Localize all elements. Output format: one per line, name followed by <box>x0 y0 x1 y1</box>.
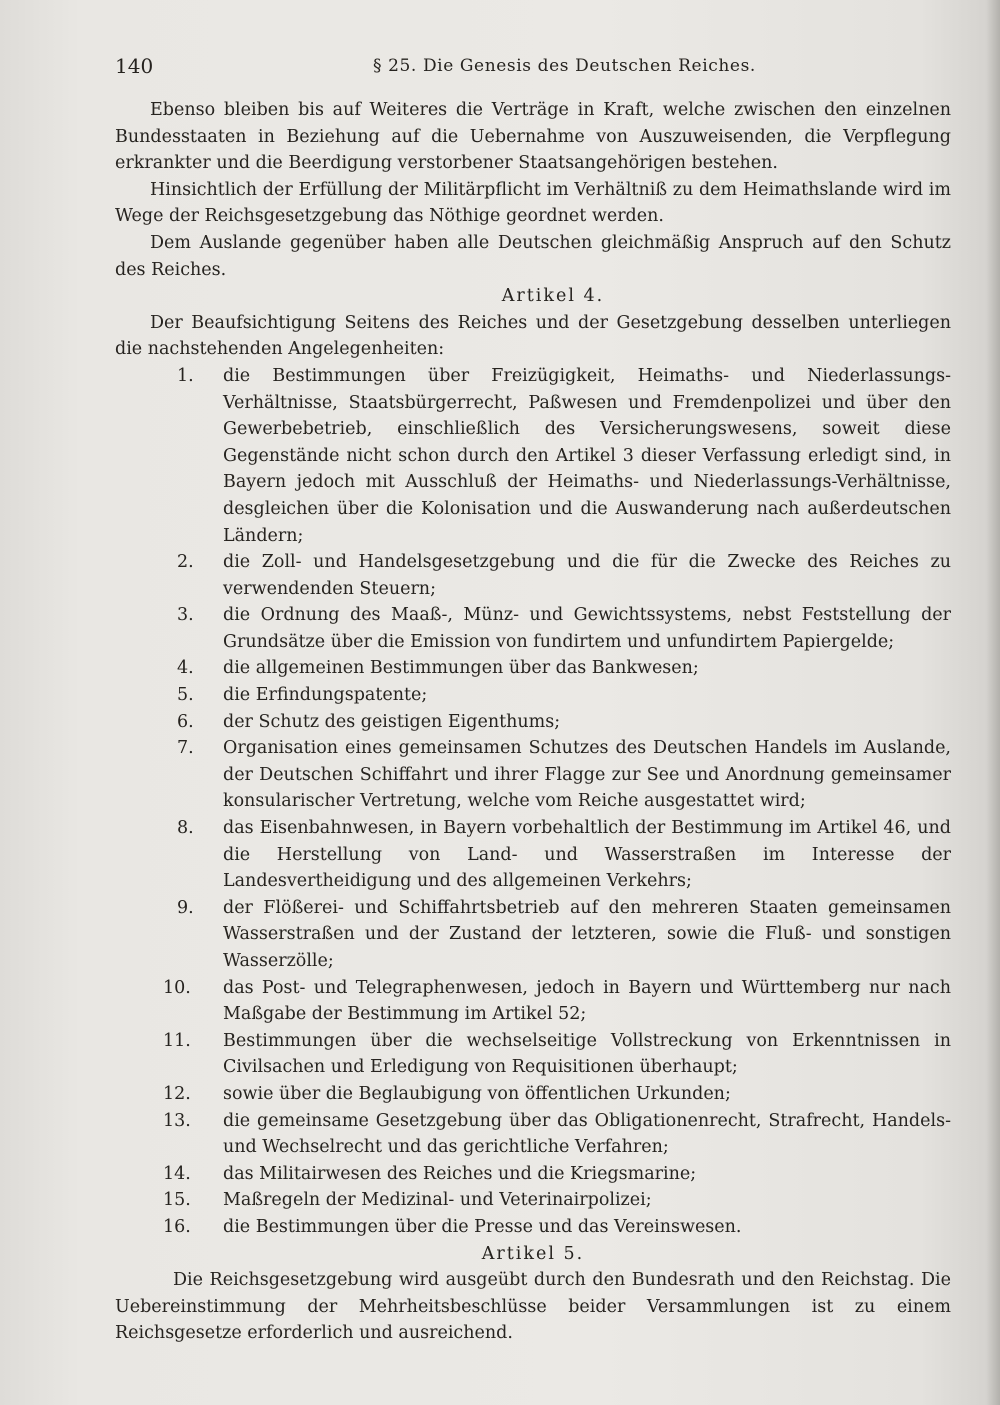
item-number: 5. <box>177 685 194 706</box>
item-text: Maßregeln der Medizinal- und Veterinairpolizei; <box>223 1190 652 1211</box>
item-text: Bestimmungen über die wechselseitige Vollstreckung von Erkenntnissen in Civilsachen und Erledigung von Requisitionen überhaupt; <box>223 1030 951 1078</box>
item-text: die Ordnung des Maaß-, Münz- und Gewichtssystems, nebst Feststellung der Grundsätze über die Emission von fundirtem und unfundirtem Papiergelde; <box>223 605 951 652</box>
item-number: 11. <box>163 1030 191 1051</box>
item-text: die Erfindungspatente; <box>223 685 428 706</box>
list-item <box>115 895 951 975</box>
item-number: 6. <box>177 711 194 732</box>
list-item <box>115 363 951 549</box>
article-4-list <box>115 363 951 1241</box>
item-number: 1. <box>177 365 194 386</box>
page-number: 140 <box>115 54 154 78</box>
item-text: die Bestimmungen über Freizügigkeit, Heimaths- und Niederlassungs-Verhältnisse, Staatsbürgerrecht, Paßwesen und Fremdenpolizei und über den Gewerbebetrieb, einschließlich des Versicherungswesens, soweit diese Gegenstände nicht schon durch den Artikel 3 dieser Verfassung erledigt sind, in Bayern jedoch mit Ausschluß der Heimaths- und Niederlassungs-Verhältnisse, desgleichen über die Kolonisation und die Auswanderung nach außerdeutschen Ländern; <box>223 365 951 546</box>
paragraph-protection-abroad: Dem Auslande gegenüber haben alle Deutschen gleichmäßig Anspruch auf den Schutz des Reiches. <box>115 232 951 280</box>
list-item <box>115 709 951 736</box>
item-number: 4. <box>177 658 194 679</box>
item-number: 13. <box>163 1110 191 1131</box>
item-text: die gemeinsame Gesetzgebung über das Obligationenrecht, Strafrecht, Handels- und Wechselrecht und das gerichtliche Verfahren; <box>223 1110 951 1158</box>
item-number: 16. <box>163 1216 191 1237</box>
list-item <box>115 815 951 895</box>
paragraph-treaties: Ebenso bleiben bis auf Weiteres die Verträge in Kraft, welche zwischen den einzelnen Bundesstaaten in Beziehung auf die Uebernahme von Auszuweisenden, die Verpflegung erkrankter und die Beerdigung verstorbener Staatsangehörigen bestehen. <box>115 100 951 174</box>
item-text: sowie über die Beglaubigung von öffentlichen Urkunden; <box>223 1083 731 1104</box>
list-item <box>115 1161 951 1188</box>
item-text: das Post- und Telegraphenwesen, jedoch in Bayern und Württemberg nur nach Maßgabe der Bestimmung im Artikel 52; <box>223 977 951 1025</box>
item-text: die allgemeinen Bestimmungen über das Bankwesen; <box>223 658 699 679</box>
item-number: 7. <box>177 738 194 759</box>
item-number: 8. <box>177 818 194 839</box>
list-item <box>115 682 951 709</box>
list-item <box>115 549 951 602</box>
item-text: die Bestimmungen über die Presse und das Vereinswesen. <box>223 1216 742 1237</box>
running-head: § 25. Die Genesis des Deutschen Reiches. <box>373 56 756 76</box>
item-text: Organisation eines gemeinsamen Schutzes des Deutschen Handels im Auslande, der Deutschen Schiffahrt und ihrer Flagge zur See und Anordnung gemeinsamer konsularischer Vertretung, welche vom Reiche ausgestattet wird; <box>223 738 951 812</box>
list-item <box>115 1214 951 1241</box>
list-item <box>115 735 951 815</box>
item-text: der Flößerei- und Schiffahrtsbetrieb auf den mehreren Staaten gemeinsamen Wasserstraßen und der Zustand der letzteren, sowie die Fluß- und sonstigen Wasserzölle; <box>223 897 951 971</box>
list-item <box>115 1187 951 1214</box>
list-item <box>115 602 951 655</box>
list-item <box>115 655 951 682</box>
item-text: die Zoll- und Handelsgesetzgebung und die für die Zwecke des Reiches zu verwendenden Steuern; <box>223 552 951 599</box>
list-item <box>115 1081 951 1108</box>
article-5-text: Die Reichsgesetzgebung wird ausgeübt durch den Bundesrath und den Reichstag. Die Uebereinstimmung der Mehrheitsbeschlüsse beider Versammlungen ist zu einem Reichsgesetze erforderlich und ausreichend. <box>115 1270 951 1344</box>
page-gutter-shadow <box>986 0 1000 1405</box>
item-number: 15. <box>163 1190 191 1211</box>
article-4-heading: Artikel 4. <box>501 286 605 307</box>
item-number: 14. <box>163 1163 191 1184</box>
paragraph-military-duty: Hinsichtlich der Erfüllung der Militärpflicht im Verhältniß zu dem Heimathslande wird im Wege der Reichsgesetzgebung das Nöthige geordnet werden. <box>115 179 951 227</box>
item-text: der Schutz des geistigen Eigenthums; <box>223 711 561 732</box>
article-5-heading: Artikel 5. <box>481 1243 585 1264</box>
item-number: 10. <box>163 977 191 998</box>
item-number: 9. <box>177 897 194 918</box>
item-text: das Eisenbahnwesen, in Bayern vorbehaltlich der Bestimmung im Artikel 46, und die Herstellung von Land- und Wasserstraßen im Interesse der Landesvertheidigung und des allgemeinen Verkehrs; <box>223 818 951 892</box>
item-number: 12. <box>163 1083 191 1104</box>
list-item <box>115 975 951 1028</box>
item-number: 3. <box>177 605 194 626</box>
item-text: das Militairwesen des Reiches und die Kriegsmarine; <box>223 1163 697 1184</box>
article-4-intro: Der Beaufsichtigung Seitens des Reiches und der Gesetzgebung desselben unterliegen die nachstehenden Angelegenheiten: <box>115 312 951 360</box>
list-item <box>115 1028 951 1081</box>
item-number: 2. <box>177 552 194 573</box>
page-header <box>115 54 945 84</box>
page-body <box>115 97 951 1347</box>
list-item <box>115 1108 951 1161</box>
